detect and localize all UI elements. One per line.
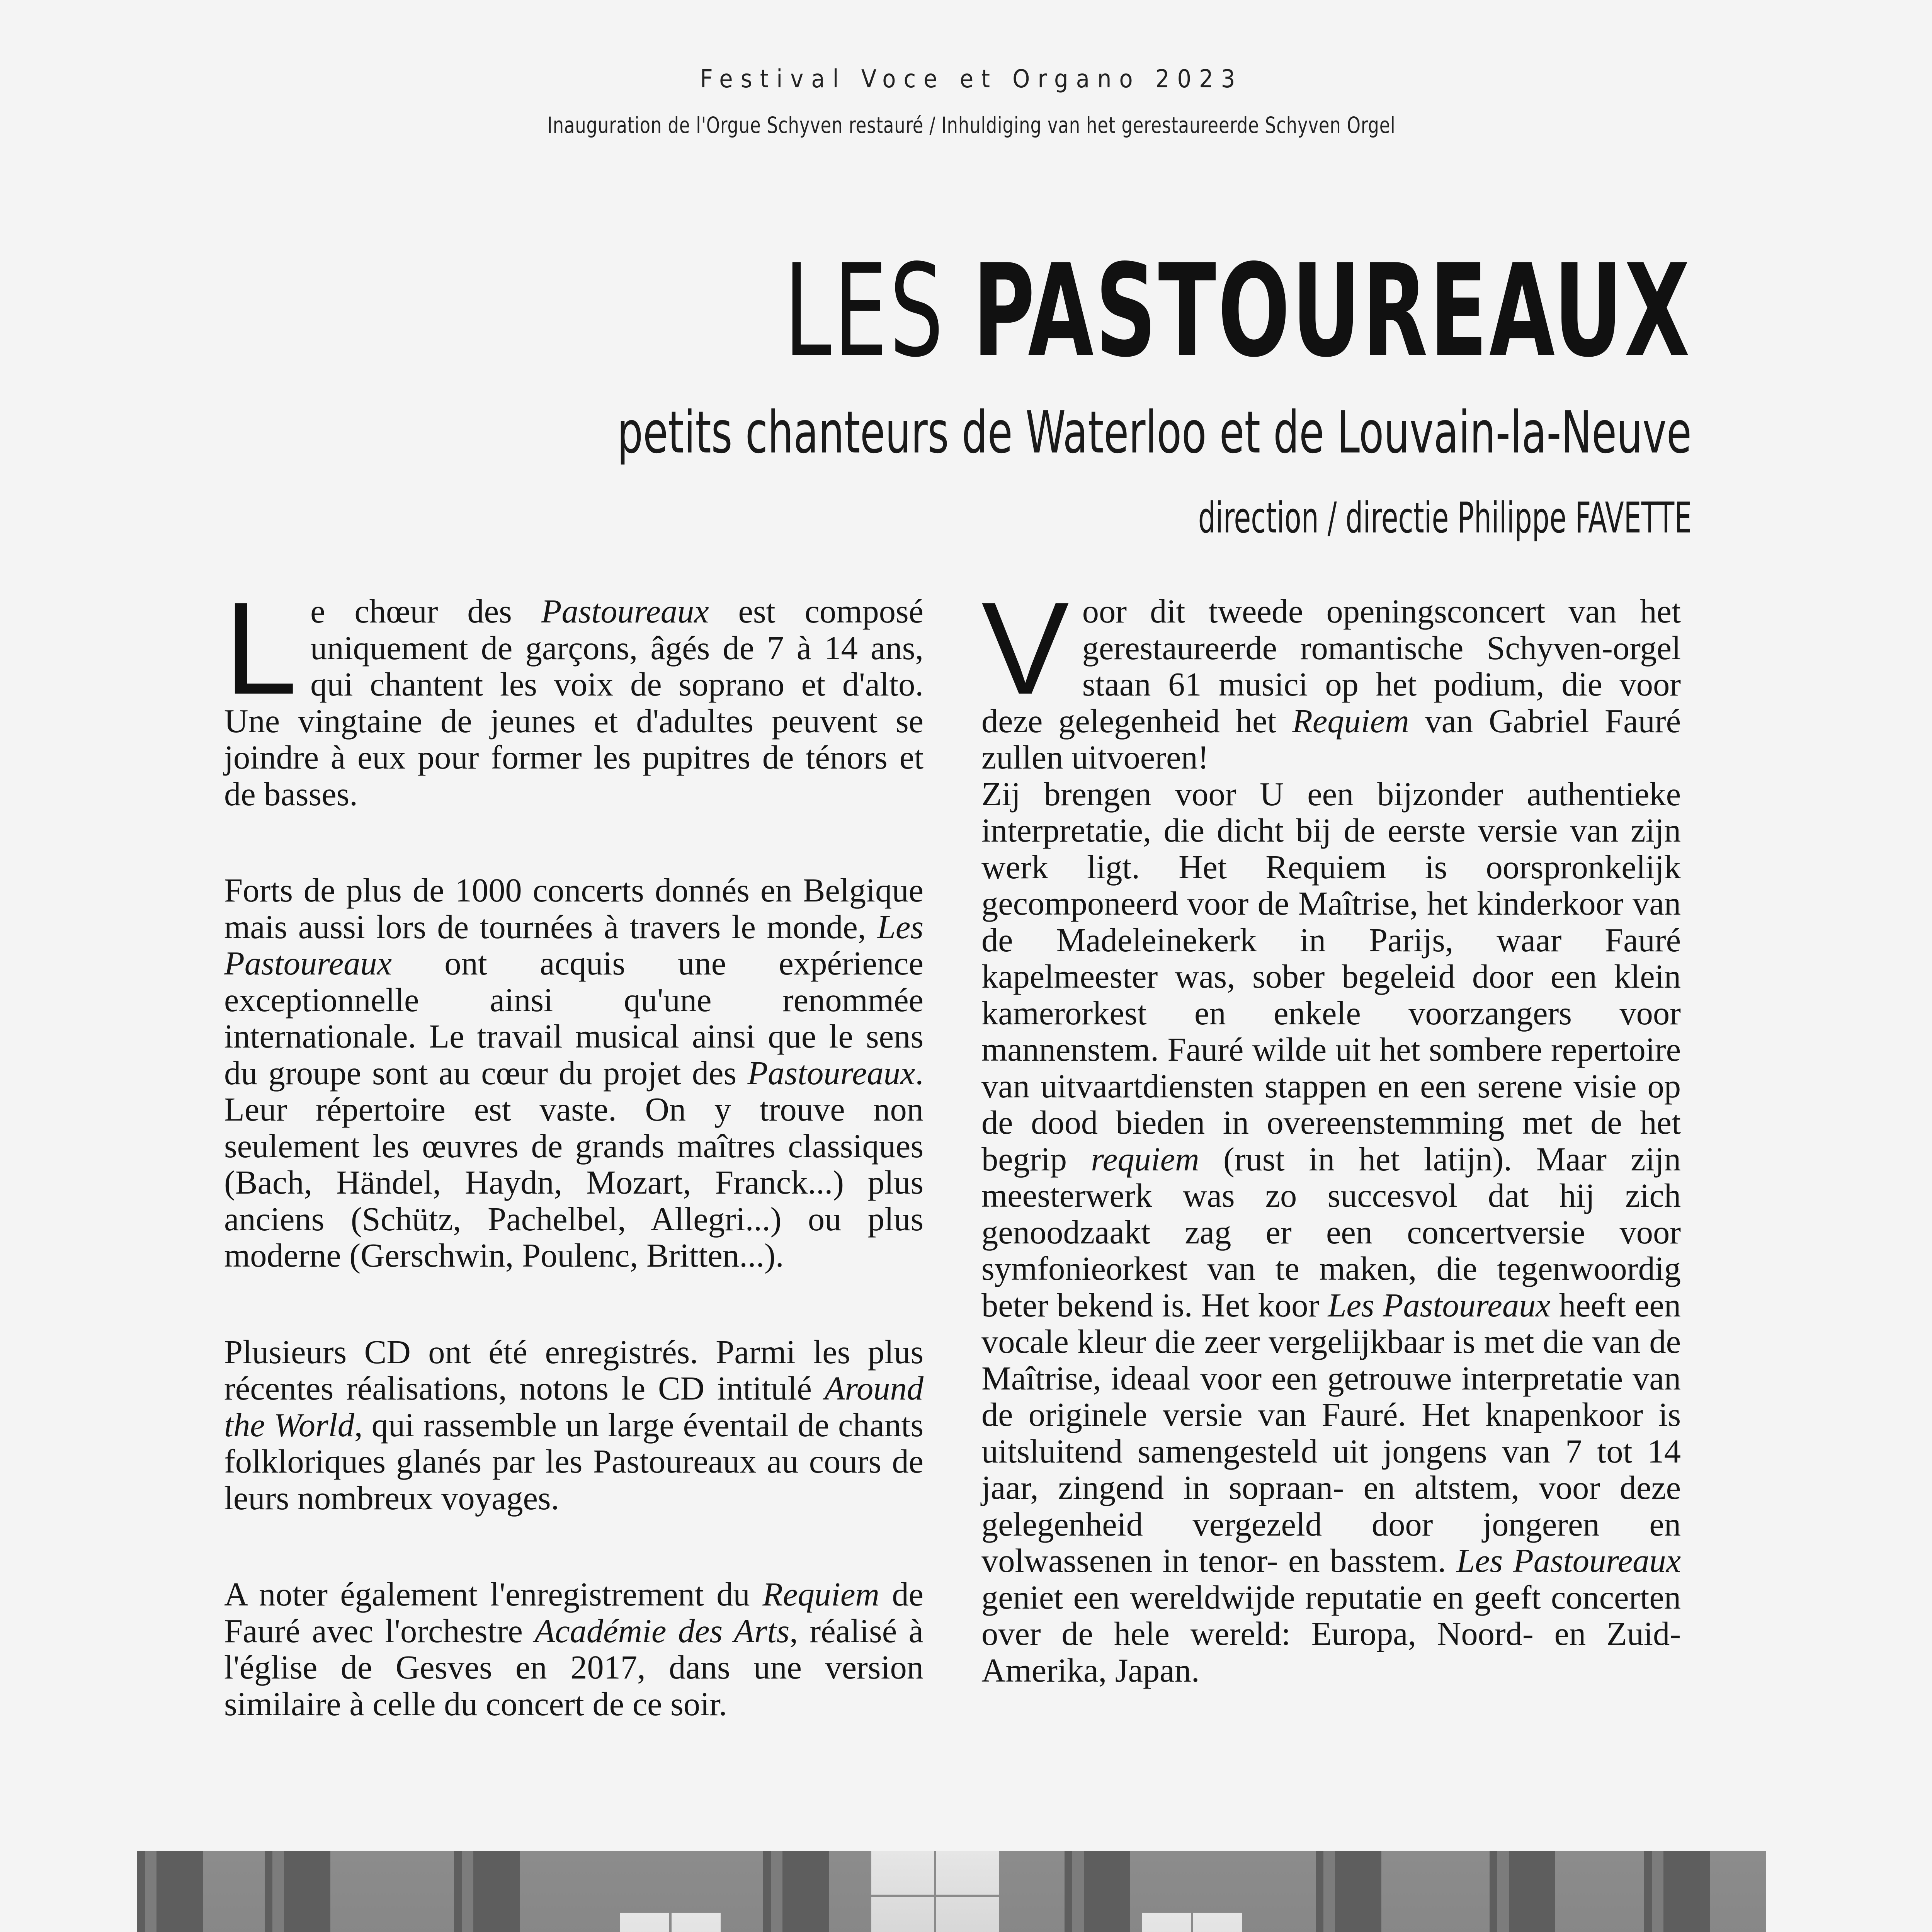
paragraph: Le chœur des Pastoureaux est composé uniquement de garçons, âgés de 7 à 14 ans, qui chantent les voix de soprano et d'alto. Une vingtaine de jeunes et d'adultes peuvent se joindre à eux pour former les pupitres de ténors et de basses. (224, 575, 923, 813)
french-column (224, 575, 923, 1782)
column-highlight (1497, 1851, 1509, 1932)
paragraph: Voor dit tweede openingsconcert van het gerestaureerde romantische Schyven-orgel staan 61 musici op het podium, die voor deze gelegenheid het Requiem van Gabriel Fauré zullen uitvoeren! (981, 575, 1681, 776)
direction-credit: direction / directie Philippe FAVETTE (1198, 493, 1692, 543)
paragraph: Plusieurs CD ont été enregistrés. Parmi les plus récentes réalisations, notons le CD intitulé Around the World, qui rassemble un large éventail de chants folkloriques glanés par les Pastoureaux au cours de leurs nombreux voyages. (224, 1333, 923, 1517)
choir-photo (137, 1851, 1766, 1932)
page-title (784, 237, 1692, 385)
column-highlight (1652, 1851, 1663, 1932)
paragraph: Forts de plus de 1000 concerts donnés en Belgique mais aussi lors de tournées à travers le monde, Les Pastoureaux ont acquis une expérience exceptionnelle ainsi qu'une renommée internationale. Le travail musical ainsi que le sens du groupe sont au cœur du projet des Pastoureaux. Leur répertoire est vaste. On y trouve non seulement les œuvres de grands maîtres classiques (Bach, Händel, Haydn, Mozart, Franck...) plus anciens (Schütz, Pachelbel, Allegri...) ou plus moderne (Gerschwin, Poulenc, Britten...). (224, 872, 923, 1274)
title-part-pastoureaux: PASTOUREAUX (973, 237, 1692, 385)
column-highlight (272, 1851, 284, 1932)
choir-subtitle: petits chanteurs de Waterloo et de Louvain-la-Neuve (617, 399, 1692, 466)
paragraph: A noter également l'enregistrement du Requiem de Fauré avec l'orchestre Académie des Arts, réalisé à l'église de Gesves en 2017, dans une version similaire à celle du concert de ce soir. (224, 1576, 923, 1723)
column-highlight (462, 1851, 473, 1932)
drop-cap: V (981, 575, 1069, 722)
title-part-les: LES (784, 237, 946, 385)
column-highlight (771, 1851, 782, 1932)
drop-cap: L (224, 575, 298, 722)
festival-title: Festival Voce et Organo 2023 (700, 65, 1243, 94)
festival-subtitle: Inauguration de l'Orgue Schyven restauré / Inhuldiging van het gerestaureerde Schyven Orgel (547, 112, 1396, 138)
column-highlight (1072, 1851, 1084, 1932)
column-highlight (145, 1851, 156, 1932)
column-highlight (1323, 1851, 1335, 1932)
dutch-column (981, 575, 1681, 1748)
choir-photo-drawing (137, 1851, 1766, 1932)
paragraph: Zij brengen voor U een bijzonder authentieke interpretatie, die dicht bij de eerste versie van zijn werk ligt. Het Requiem is oorspronkelijk gecomponeerd voor de Maîtrise, het kinderkoor van de Madeleinekerk in Parijs, waar Fauré kapelmeester was, sober begeleid door een klein kamerorkest en enkele voorzangers voor mannenstem. Fauré wilde uit het sombere repertoire van uitvaartdiensten stappen en een serene visie op de dood bieden in overeenstemming met de het begrip requiem (rust in het latijn). Maar zijn meesterwerk was zo succesvol dat hij zich genoodzaakt zag er een concertversie voor symfonieorkest van te maken, die tegenwoordig beter bekend is. Het koor Les Pastoureaux heeft een vocale kleur die zeer vergelijkbaar is met die van de Maîtrise, ideaal voor een getrouwe interpretatie van de originele versie van Fauré. Het knapenkoor is uitsluitend samengesteld uit jongens van 7 tot 14 jaar, zingend in sopraan- en altstem, voor deze gelegenheid vergezeld door jongeren en volwassenen in tenor- en basstem. Les Pastoureaux geniet een wereldwijde reputatie en geeft concerten over de hele wereld: Europa, Noord- en Zuid-Amerika, Japan. (981, 775, 1681, 1689)
